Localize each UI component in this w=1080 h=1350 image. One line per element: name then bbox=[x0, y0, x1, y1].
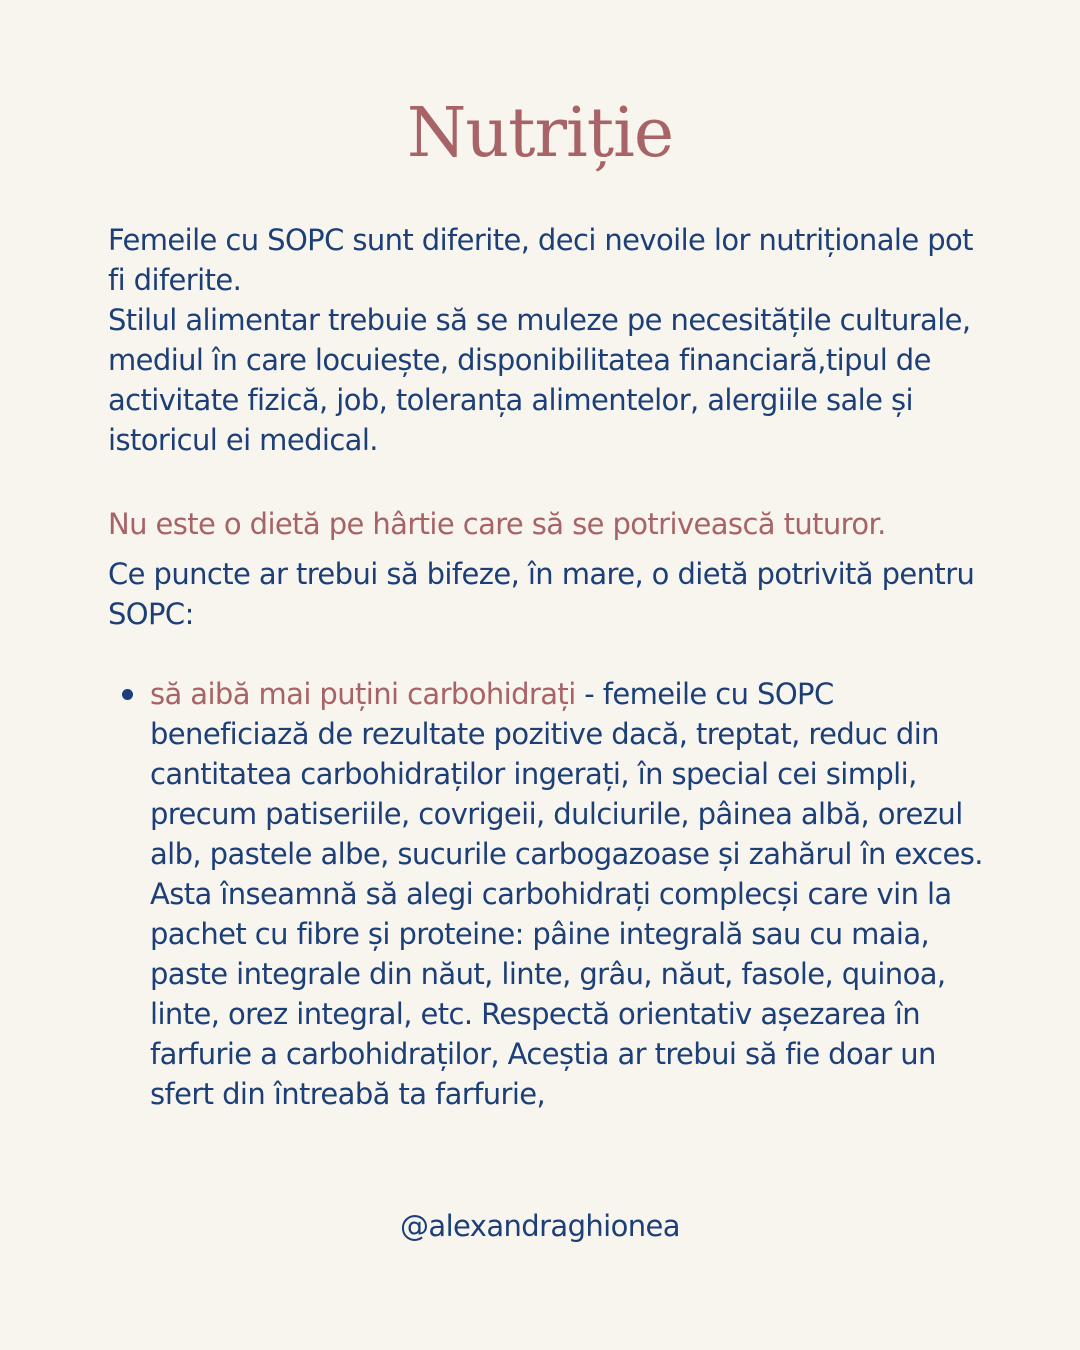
list-item bbox=[108, 674, 988, 1114]
intro-paragraph-1: Femeile cu SOPC sunt diferite, deci nevoile lor nutriționale pot fi diferite. bbox=[108, 223, 973, 297]
page-title: Nutriție bbox=[406, 94, 674, 173]
intro-paragraph-2: Stilul alimentar trebuie să se muleze pe necesitățile culturale, mediul în care locuiește, disponibilitatea financiară,tipul de activitate fizică, job, toleranța alimentelor, alergiile sale și istoricul ei medical. bbox=[108, 303, 971, 457]
bullet-dot-icon bbox=[122, 689, 133, 700]
author-handle: @alexandraghionea bbox=[400, 1209, 680, 1243]
spacer bbox=[108, 634, 988, 674]
spacer bbox=[108, 460, 988, 504]
bullet-highlight: să aibă mai puțini carbohidrați bbox=[150, 677, 576, 711]
question-paragraph: Ce puncte ar trebui să bifeze, în mare, o dietă potrivită pentru SOPC: bbox=[108, 557, 975, 631]
accent-heading: Nu este o dietă pe hârtie care să se potrivească tuturor. bbox=[108, 507, 886, 541]
article-body bbox=[108, 220, 988, 1114]
bullet-list bbox=[108, 674, 988, 1114]
bullet-text: - femeile cu SOPC beneficiază de rezultate pozitive dacă, treptat, reduc din cantitatea carbohidraților ingerați, în special cei simpli, precum patiseriile, covrigeii, dulciurile, pâinea albă, orezul alb, pastele albe, sucurile carbogazoase și zahărul în exces. Asta înseamnă să alegi carbohidrați complecși care vin la pachet cu fibre și proteine: pâine integrală sau cu maia, paste integrale din năut, linte, grâu, năut, fasole, quinoa, linte, orez integral, etc. Respectă orientativ așezarea în farfurie a carbohidraților, Aceștia ar trebui să fie doar un sfert din întreabă ta farfurie, bbox=[150, 677, 983, 1111]
